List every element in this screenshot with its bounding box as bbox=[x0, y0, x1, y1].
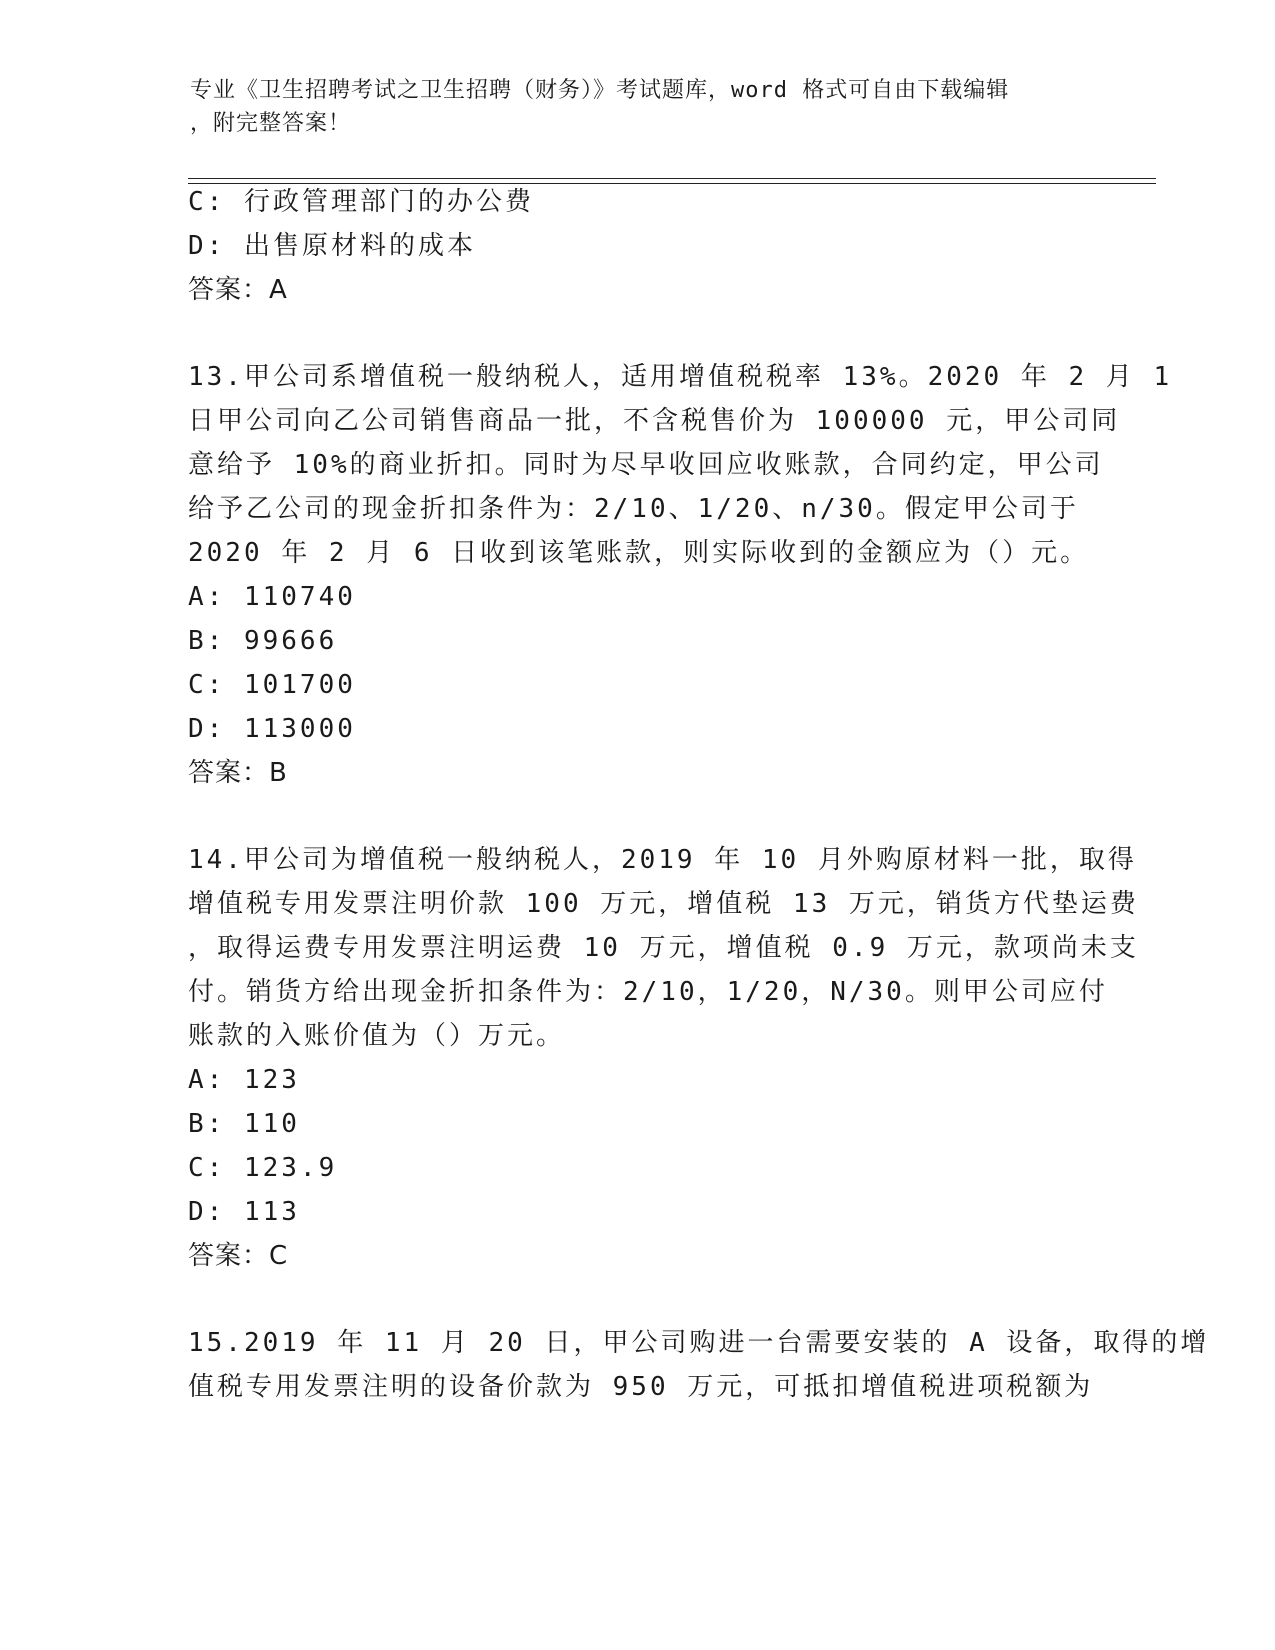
question-13-option-b: B: 99666 bbox=[188, 626, 338, 656]
question-14-option-d: D: 113 bbox=[188, 1197, 300, 1227]
header-line-2: ，附完整答案！ bbox=[190, 111, 352, 136]
question-14-line-1: 14.甲公司为增值税一般纳税人，2019 年 10 月外购原材料一批，取得 bbox=[188, 845, 1137, 875]
header-divider bbox=[188, 178, 1156, 184]
option-d: D: 出售原材料的成本 bbox=[188, 231, 476, 261]
document-header bbox=[190, 74, 1090, 140]
question-14-line-3: ，取得运费专用发票注明运费 10 万元，增值税 0.9 万元，款项尚未支 bbox=[188, 933, 1139, 963]
question-13-line-3: 意给予 10%的商业折扣。同时为尽早收回应收账款，合同约定，甲公司 bbox=[188, 450, 1104, 480]
question-15-line-2: 值税专用发票注明的设备价款为 950 万元，可抵扣增值税进项税额为 bbox=[188, 1372, 1094, 1402]
question-13-line-4: 给予乙公司的现金折扣条件为：2/10、1/20、n/30。假定甲公司于 bbox=[188, 494, 1079, 524]
question-15-line-1: 15.2019 年 11 月 20 日，甲公司购进一台需要安装的 A 设备，取得的增 bbox=[188, 1328, 1210, 1358]
question-14-option-c: C: 123.9 bbox=[188, 1153, 338, 1183]
option-c: C: 行政管理部门的办公费 bbox=[188, 187, 534, 217]
question-13-option-c: C: 101700 bbox=[188, 670, 356, 700]
question-14-line-4: 付。销货方给出现金折扣条件为：2/10，1/20，N/30。则甲公司应付 bbox=[188, 977, 1108, 1007]
question-14-line-2: 增值税专用发票注明价款 100 万元，增值税 13 万元，销货方代垫运费 bbox=[188, 889, 1139, 919]
question-13-line-1: 13.甲公司系增值税一般纳税人，适用增值税税率 13%。2020 年 2 月 1 bbox=[188, 362, 1173, 392]
question-14-option-b: B: 110 bbox=[188, 1109, 300, 1139]
header-line-1: 专业《卫生招聘考试之卫生招聘（财务）》考试题库，word 格式可自由下载编辑 bbox=[190, 78, 1010, 103]
question-13-line-2: 日甲公司向乙公司销售商品一批，不含税售价为 100000 元，甲公司同 bbox=[188, 406, 1121, 436]
question-13-line-5: 2020 年 2 月 6 日收到该笔账款，则实际收到的金额应为（）元。 bbox=[188, 538, 1090, 568]
answer: 答案：A bbox=[188, 275, 288, 305]
question-14-option-a: A: 123 bbox=[188, 1065, 300, 1095]
question-13-option-a: A: 110740 bbox=[188, 582, 356, 612]
question-14-answer: 答案：C bbox=[188, 1241, 289, 1271]
question-13-option-d: D: 113000 bbox=[188, 714, 356, 744]
question-14-line-5: 账款的入账价值为（）万元。 bbox=[188, 1021, 566, 1051]
question-13-answer: 答案：B bbox=[188, 758, 288, 788]
